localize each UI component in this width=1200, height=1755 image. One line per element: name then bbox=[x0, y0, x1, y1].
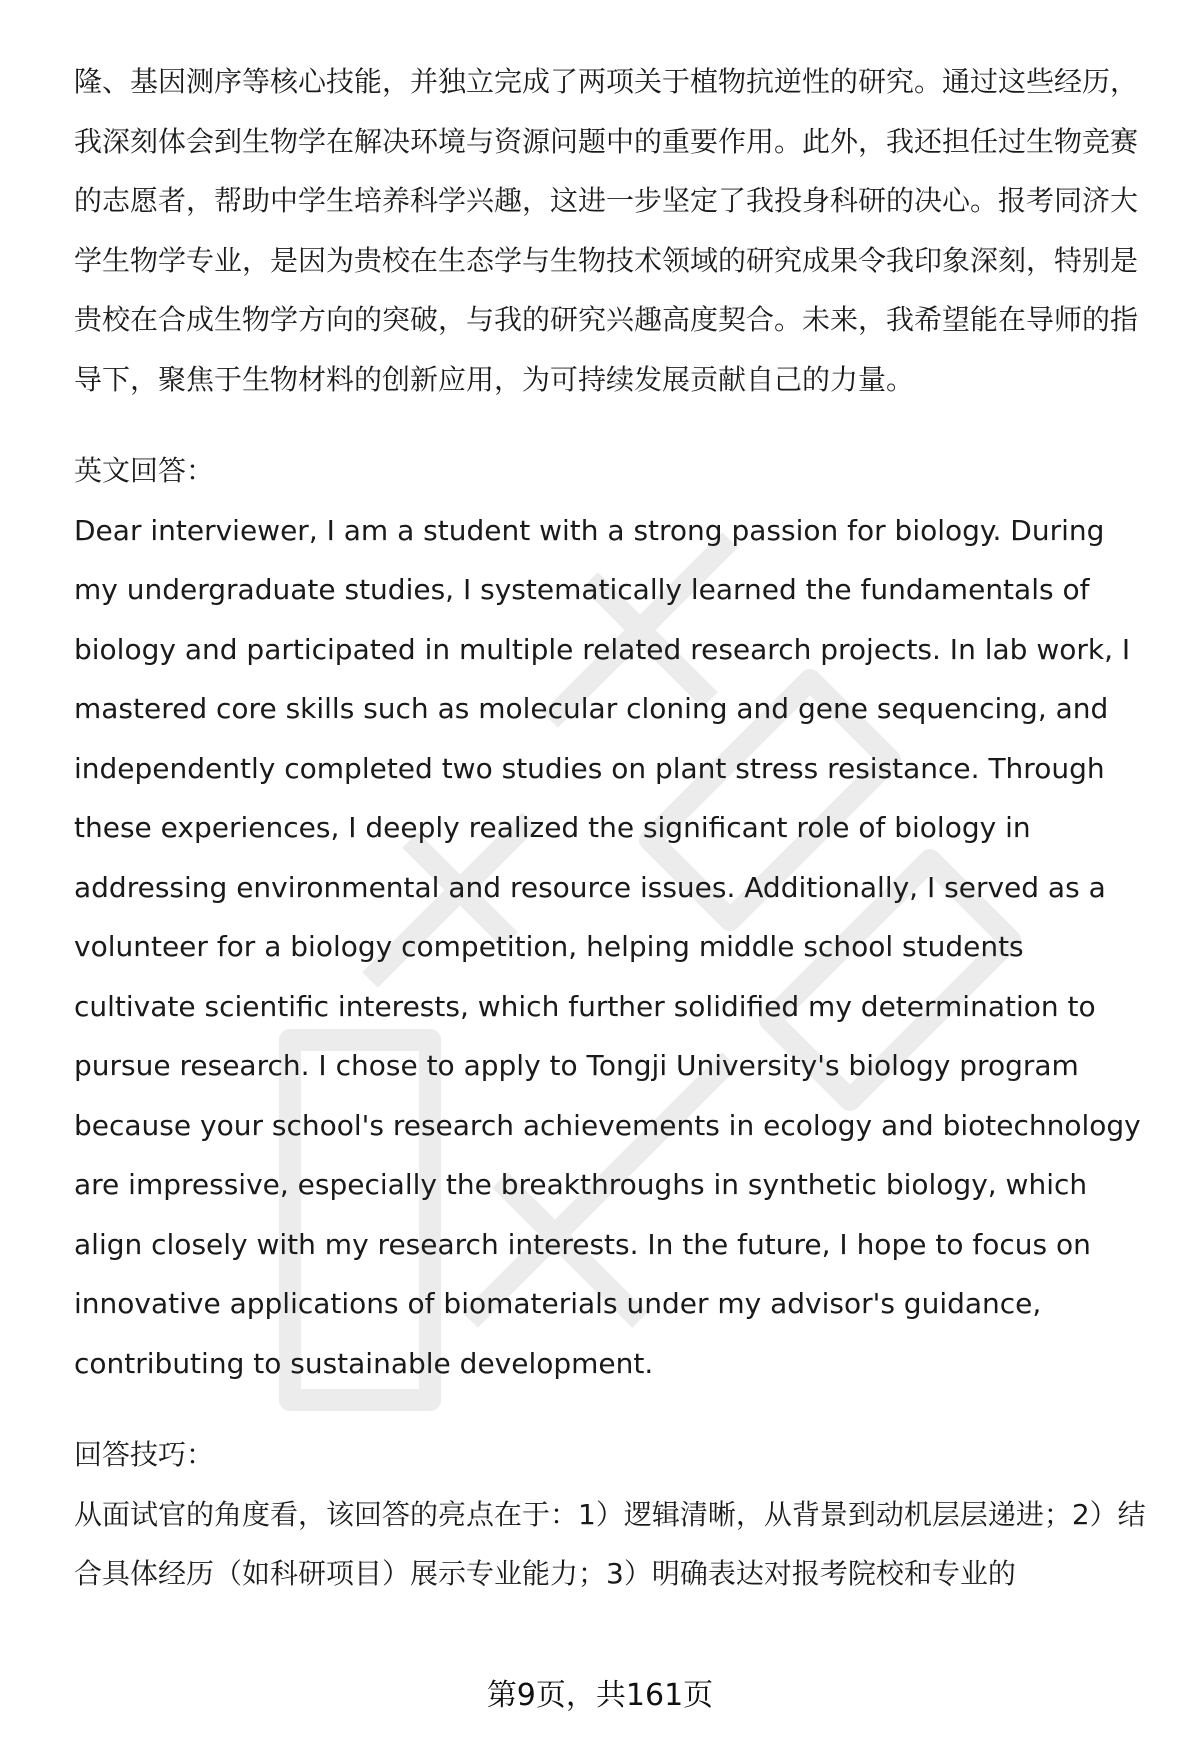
document-body bbox=[74, 52, 1154, 1604]
english-answer-paragraph: Dear interviewer, I am a student with a strong passion for biology. During my undergraduate studies, I systematically learned the fundamentals of biology and participated in multiple related research projects. In lab work, I mastered core skills such as molecular cloning and gene sequencing, and independently completed two studies on plant stress resistance. Through these experiences, I deeply realized the significant role of biology in addressing environmental and resource issues. Additionally, I served as a volunteer for a biology competition, helping middle school students cultivate scientific interests, which further solidified my determination to pursue research. I chose to apply to Tongji University's biology program because your school's research achievements in ecology and biotechnology are impressive, especially the breakthroughs in synthetic biology, which align closely with my research interests. In the future, I hope to focus on innovative applications of biomaterials under my advisor's guidance, contributing to sustainable development. bbox=[74, 513, 1141, 1380]
english-answer-heading: 英文回答： bbox=[74, 454, 215, 487]
chinese-answer-paragraph: 隆、基因测序等核心技能，并独立完成了两项关于植物抗逆性的研究。通过这些经历，我深刻体会到生物学在解决环境与资源问题中的重要作用。此外，我还担任过生物竞赛的志愿者，帮助中学生培养科学兴趣，这进一步坚定了我投身科研的决心。报考同济大学生物学专业，是因为贵校在生态学与生物技术领域的研究成果令我印象深刻，特别是贵校在合成生物学方向的突破，与我的研究兴趣高度契合。未来，我希望能在导师的指导下，聚焦于生物材料的创新应用，为可持续发展贡献自己的力量。 bbox=[74, 65, 1139, 396]
answer-tips-heading: 回答技巧： bbox=[74, 1438, 215, 1471]
answer-tips-paragraph: 从面试官的角度看，该回答的亮点在于：1）逻辑清晰，从背景到动机层层递进；2）结合具体经历（如科研项目）展示专业能力；3）明确表达对报考院校和专业的 bbox=[74, 1497, 1146, 1590]
page-number-footer: 第9页，共161页 bbox=[486, 1678, 714, 1713]
